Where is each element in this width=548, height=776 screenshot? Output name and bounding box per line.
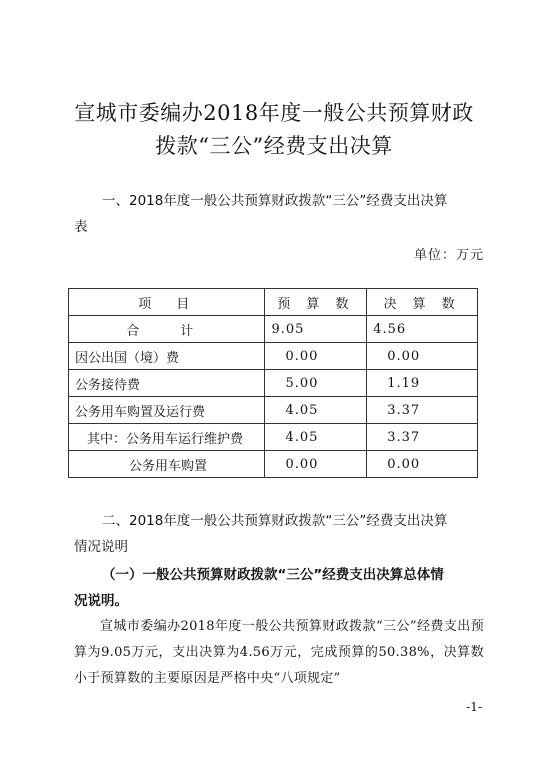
document-title-line1: 宣城市委编办2018年度一般公共预算财政 (74, 101, 474, 125)
section1-heading-cont: 表 (74, 219, 88, 235)
row-final: 3.37 (367, 424, 478, 451)
section1-heading-text: 一、2018年度一般公共预算财政拨款“三公”经费支出决算 (102, 193, 448, 209)
row-budget: 0.00 (265, 343, 367, 370)
section2-subheading-text: （一）一般公共预算财政拨款“三公”经费支出决算总体情 (102, 567, 444, 583)
row-label: 公务接待费 (69, 370, 265, 397)
row-final: 0.00 (367, 343, 478, 370)
header-budget: 预 算 数 (265, 289, 367, 316)
row-label: 公务用车购置 (69, 451, 265, 478)
summary-paragraph: 宣城市委编办2018年度一般公共预算财政拨款“三公”经费支出预算为9.05万元，支出决算为4.56万元，完成预算的50.38%，决算数小于预算数的主要原因是严格中央“八项规定” (74, 619, 484, 686)
table-row (69, 343, 478, 370)
three-public-expenses-table (68, 288, 478, 478)
row-budget: 4.05 (265, 397, 367, 424)
table-row (69, 397, 478, 424)
row-label: 其中：公务用车运行维护费 (69, 424, 265, 451)
row-final: 0.00 (367, 451, 478, 478)
table-row (69, 370, 478, 397)
unit-label: 单位：万元 (413, 248, 484, 263)
row-final: 3.37 (367, 397, 478, 424)
row-budget: 4.05 (265, 424, 367, 451)
section2-heading-text: 二、2018年度一般公共预算财政拨款“三公”经费支出决算 (102, 513, 448, 529)
header-final: 决 算 数 (367, 289, 478, 316)
table-header-row (69, 289, 478, 316)
document-title-line2: 拨款“三公”经费支出决算 (155, 134, 393, 158)
row-final: 4.56 (367, 316, 478, 343)
section2-subheading-cont: 况说明。 (74, 593, 128, 609)
section2-heading (74, 508, 484, 534)
table-row (69, 451, 478, 478)
section1-heading (74, 188, 484, 214)
header-item: 项 目 (69, 289, 265, 316)
row-budget: 5.00 (265, 370, 367, 397)
row-budget: 9.05 (265, 316, 367, 343)
row-label: 公务用车购置及运行费 (69, 397, 265, 424)
section2-subheading (74, 562, 484, 588)
section2-heading-cont: 情况说明 (74, 539, 128, 555)
page-number: -1- (466, 700, 482, 714)
table-row (69, 424, 478, 451)
row-budget: 0.00 (265, 451, 367, 478)
row-label: 合 计 (69, 316, 265, 343)
row-final: 1.19 (367, 370, 478, 397)
row-label: 因公出国（境）费 (69, 343, 265, 370)
table-row-total (69, 316, 478, 343)
